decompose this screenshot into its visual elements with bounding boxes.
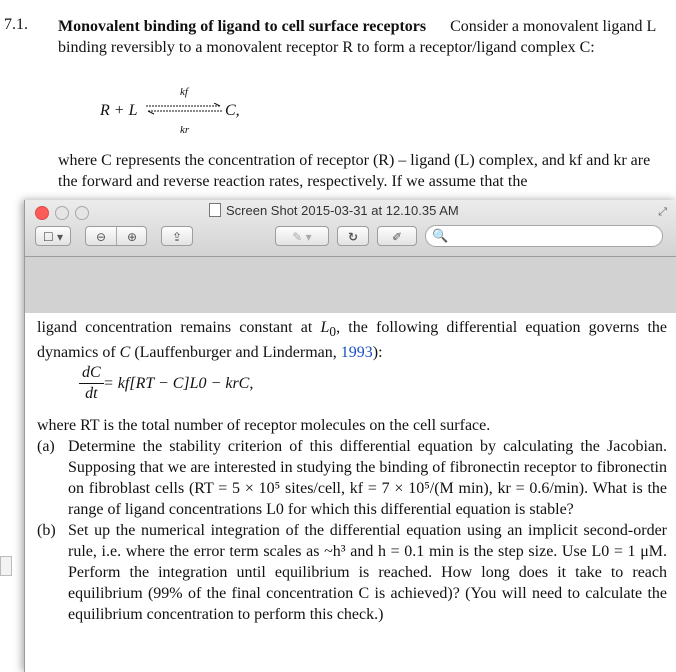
zoom-out-button[interactable]: ⊖ (95, 230, 107, 244)
question-a-label: (a) (37, 438, 55, 456)
content-background (25, 257, 676, 313)
minimize-button[interactable] (55, 206, 69, 220)
preview-window (24, 200, 676, 672)
rotate-button[interactable]: ↻ (337, 226, 369, 246)
where-paragraph: where RT is the total number of receptor molecules on the cell surface. (37, 417, 491, 435)
reaction-kr: kr (180, 124, 190, 136)
question-b-label: (b) (37, 522, 56, 540)
intro-paragraph: ligand concentration remains constant at $L_0$, the following differential equation governs the dynamics of C (Lauffenburger and Linderman, 1993): (37, 319, 668, 362)
close-button[interactable] (35, 206, 49, 220)
question-a-text: Determine the stability criterion of this differential equation by calculating the Jacobian. Supposing that we are interested in studying the binding of fibronectin receptor to fibronectin on fibroblast cells (RT = 5 × 10⁵ sites/cell, kf = 7 × 10⁵/(M min), kr = 0.6/min). What is the range of ligand concentrations L0 for which this differential equation is stable? (68, 438, 667, 519)
document-page (35, 313, 676, 672)
zoom-segmented-control (85, 226, 147, 246)
intro-text: Consider a monovalent ligand L binding reversibly to a monovalent receptor R to form a receptor/ligand complex C: (58, 18, 656, 56)
citation-link[interactable]: 1993 (340, 344, 373, 362)
problem-number: 7.1. (4, 16, 28, 33)
problem-title: Monovalent binding of ligand to cell surface receptors (58, 18, 427, 35)
background-paragraph: where C represents the concentration of receptor (R) – ligand (L) complex, and kf and kr are the forward and reverse reaction rates, respectively. If we assume that the (58, 152, 651, 190)
background-scroll-tab[interactable] (0, 556, 12, 576)
reaction-lhs: R + L (100, 102, 138, 119)
share-button[interactable]: ⇪ (161, 226, 193, 246)
zoom-in-button[interactable]: ⊕ (126, 230, 138, 244)
view-menu-button[interactable]: ☐ ▾ (35, 226, 71, 246)
equation-rhs: = kf[RT − C]L0 − krC, (103, 375, 254, 393)
window-title (209, 203, 459, 218)
fullscreen-icon[interactable]: ⤢ (658, 206, 667, 218)
question-b-text: Set up the numerical integration of the differential equation using an implicit second-order rule, i.e. where the error term scales as ~h³ and h = 0.1 min is the step size. Use L0 = 1 μM. Perform the integration until equilibrium is reached. How long does it take to reach equilibrium (99% of the final concentration C is achieved)? (You will need to calculate the equilibrium concentration to perform this check.) (68, 522, 667, 624)
document-icon (209, 203, 221, 217)
annotate-button[interactable]: ✐ (377, 226, 417, 246)
question-b (37, 520, 667, 625)
background-document (0, 0, 676, 230)
reaction-kf: kf (180, 86, 188, 98)
differential-equation (79, 363, 667, 415)
page-text (37, 317, 667, 625)
zoom-button[interactable] (75, 206, 89, 220)
question-a (37, 436, 667, 520)
reaction-rhs: C, (225, 102, 240, 119)
window-title-text: Screen Shot 2015-03-31 at 12.10.35 AM (226, 203, 459, 218)
equilibrium-arrows-icon (144, 103, 224, 115)
reaction-equation (100, 86, 300, 142)
problem-intro (58, 16, 658, 58)
window-titlebar (25, 200, 676, 257)
edit-menu-button[interactable]: ✎ ▾ (275, 226, 329, 246)
search-input[interactable]: 🔍 (425, 225, 663, 247)
equation-fraction: $\frac{dC}{dt}$ (79, 363, 104, 404)
